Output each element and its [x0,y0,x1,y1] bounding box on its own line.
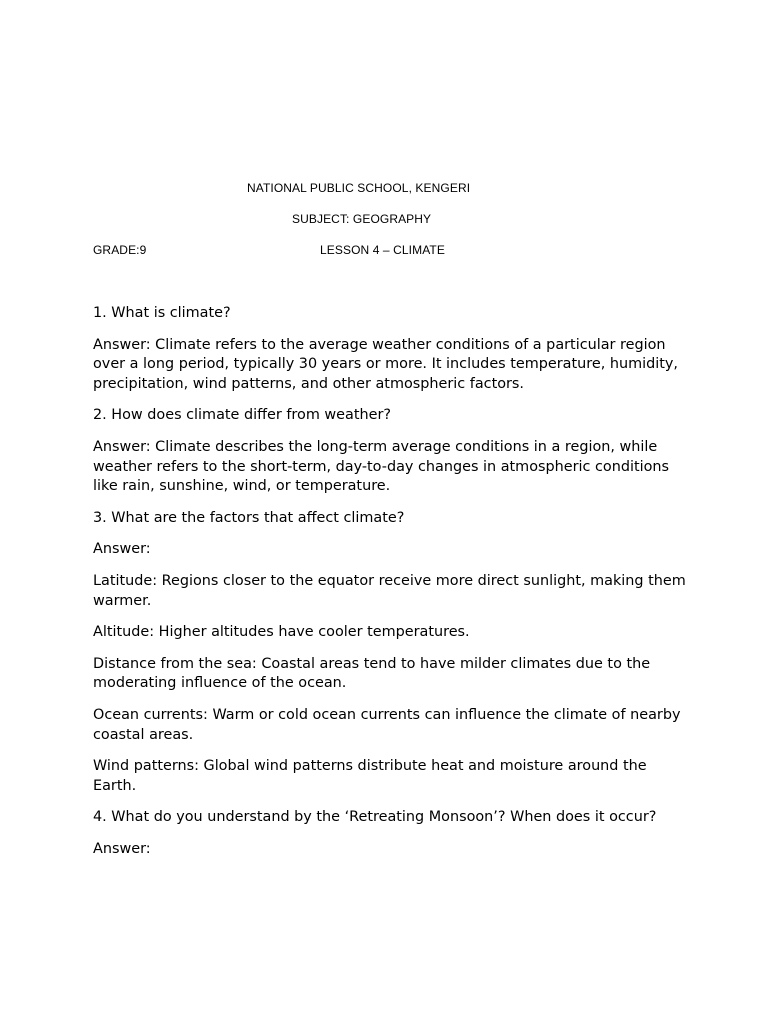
question-2: 2. How does climate differ from weather? [93,407,392,424]
answer-1: Answer: Climate refers to the average weather conditions of a particular region over a long period, typically 30 years or more. It includes temperature, humidity, precipitation, wind patterns, and other atmospheric factors. [93,336,678,392]
answer-2: Answer: Climate describes the long-term average conditions in a region, while weather refers to the short-term, day-to-day changes in atmospheric conditions like rain, sunshine, wind, or temperature. [93,438,670,495]
document-body [93,304,693,871]
factor-altitude: Altitude: Higher altitudes have cooler temperatures. [93,624,470,641]
question-4: 4. What do you understand by the ‘Retreating Monsoon’? When does it occur? [93,809,657,826]
factor-latitude: Latitude: Regions closer to the equator receive more direct sunlight, making them warmer. [93,572,686,609]
grade-line: GRADE:9 [93,243,147,257]
question-1: 1. What is climate? [93,305,231,321]
lesson-title: LESSON 4 – CLIMATE [320,243,445,257]
subject-line: SUBJECT: GEOGRAPHY [292,212,432,226]
factor-distance-from-sea: Distance from the sea: Coastal areas tend to have milder climates due to the moderating influence of the ocean. [93,655,651,692]
factor-wind-patterns: Wind patterns: Global wind patterns distribute heat and moisture around the Earth. [93,758,647,794]
answer-3-label: Answer: [93,541,151,558]
factor-ocean-currents: Ocean currents: Warm or cold ocean currents can influence the climate of nearby coastal areas. [93,706,681,743]
school-name: NATIONAL PUBLIC SCHOOL, KENGERI [247,181,471,195]
question-3: 3. What are the factors that affect climate? [93,509,405,526]
answer-4-label: Answer: [93,840,151,857]
